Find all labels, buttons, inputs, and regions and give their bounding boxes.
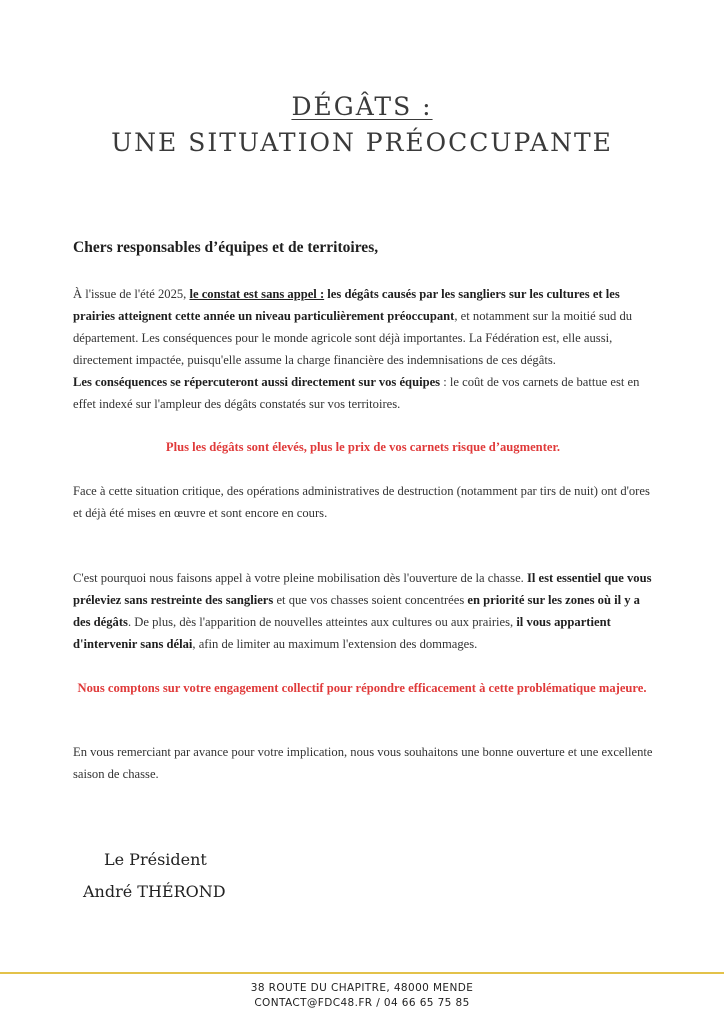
para1-emphasis-underlined: le constat est sans appel : <box>189 287 325 301</box>
greeting: Chers responsables d’équipes et de territoires, <box>73 239 379 256</box>
footer-contact: CONTACT@FDC48.FR / 04 66 65 75 85 <box>254 997 470 1009</box>
para3-text-3: . De plus, dès l'apparition de nouvelles atteintes aux cultures ou aux prairies, <box>127 615 517 629</box>
para3-emphasis-1: Il est essentiel que vous préleviez sans restreinte des sangliers <box>73 571 652 607</box>
alert-price-warning: Plus les dégâts sont élevés, plus le prix de vos carnets risque d’augmenter. <box>165 440 561 454</box>
para1-text-2: , et notamment sur la moitié sud du département. Les conséquences pour le monde agricole sont déjà importantes. La Fédération est, elle aussi, directement impactée, puisqu'elle assume la charge financière des indemnisations de ces dégâts. <box>73 309 633 367</box>
document-title-line2: UNE SITUATION PRÉOCCUPANTE <box>111 128 613 157</box>
para1-text-1: À l'issue de l'été 2025, <box>73 287 190 301</box>
paragraph-constat <box>73 283 653 415</box>
para3-emphasis-3: il vous appartient d'intervenir sans délai <box>73 615 611 651</box>
document-title-line1: DÉGÂTS : <box>291 92 433 121</box>
paragraph-remerciements: En vous remerciant par avance pour votre implication, nous vous souhaitons une bonne ouverture et une excellente saison de chasse. <box>73 745 653 781</box>
para1-text-3: : le coût de vos carnets de battue est en effet indexé sur l'ampleur des dégâts constatés sur vos territoires. <box>73 375 640 411</box>
footer-divider <box>0 972 724 974</box>
footer-address: 38 ROUTE DU CHAPITRE, 48000 MENDE <box>250 982 474 994</box>
paragraph-operations: Face à cette situation critique, des opérations administratives de destruction (notamment par tirs de nuit) ont d'ores et déjà été mises en œuvre et sont encore en cours. <box>73 484 650 520</box>
para3-emphasis-2: en priorité sur les zones où il y a des dégâts <box>73 593 640 629</box>
para3-text-1: C'est pourquoi nous faisons appel à votre pleine mobilisation dès l'ouverture de la chasse. <box>73 571 527 585</box>
paragraph-mobilisation <box>73 567 653 655</box>
alert-engagement: Nous comptons sur votre engagement collectif pour répondre efficacement à cette problématique majeure. <box>77 681 647 695</box>
para3-text-2: et que vos chasses soient concentrées <box>273 593 468 607</box>
para1-emphasis: les dégâts causés par les sangliers sur les cultures et les prairies atteignent cette année un niveau particulièrement préoccupant <box>73 287 620 323</box>
para3-text-4: , afin de limiter au maximum l'extension des dommages. <box>192 637 478 651</box>
signature-role: Le Président <box>104 850 207 869</box>
signature-name: André THÉROND <box>83 882 226 901</box>
para1-consequences: Les conséquences se répercuteront aussi directement sur vos équipes <box>73 375 441 389</box>
